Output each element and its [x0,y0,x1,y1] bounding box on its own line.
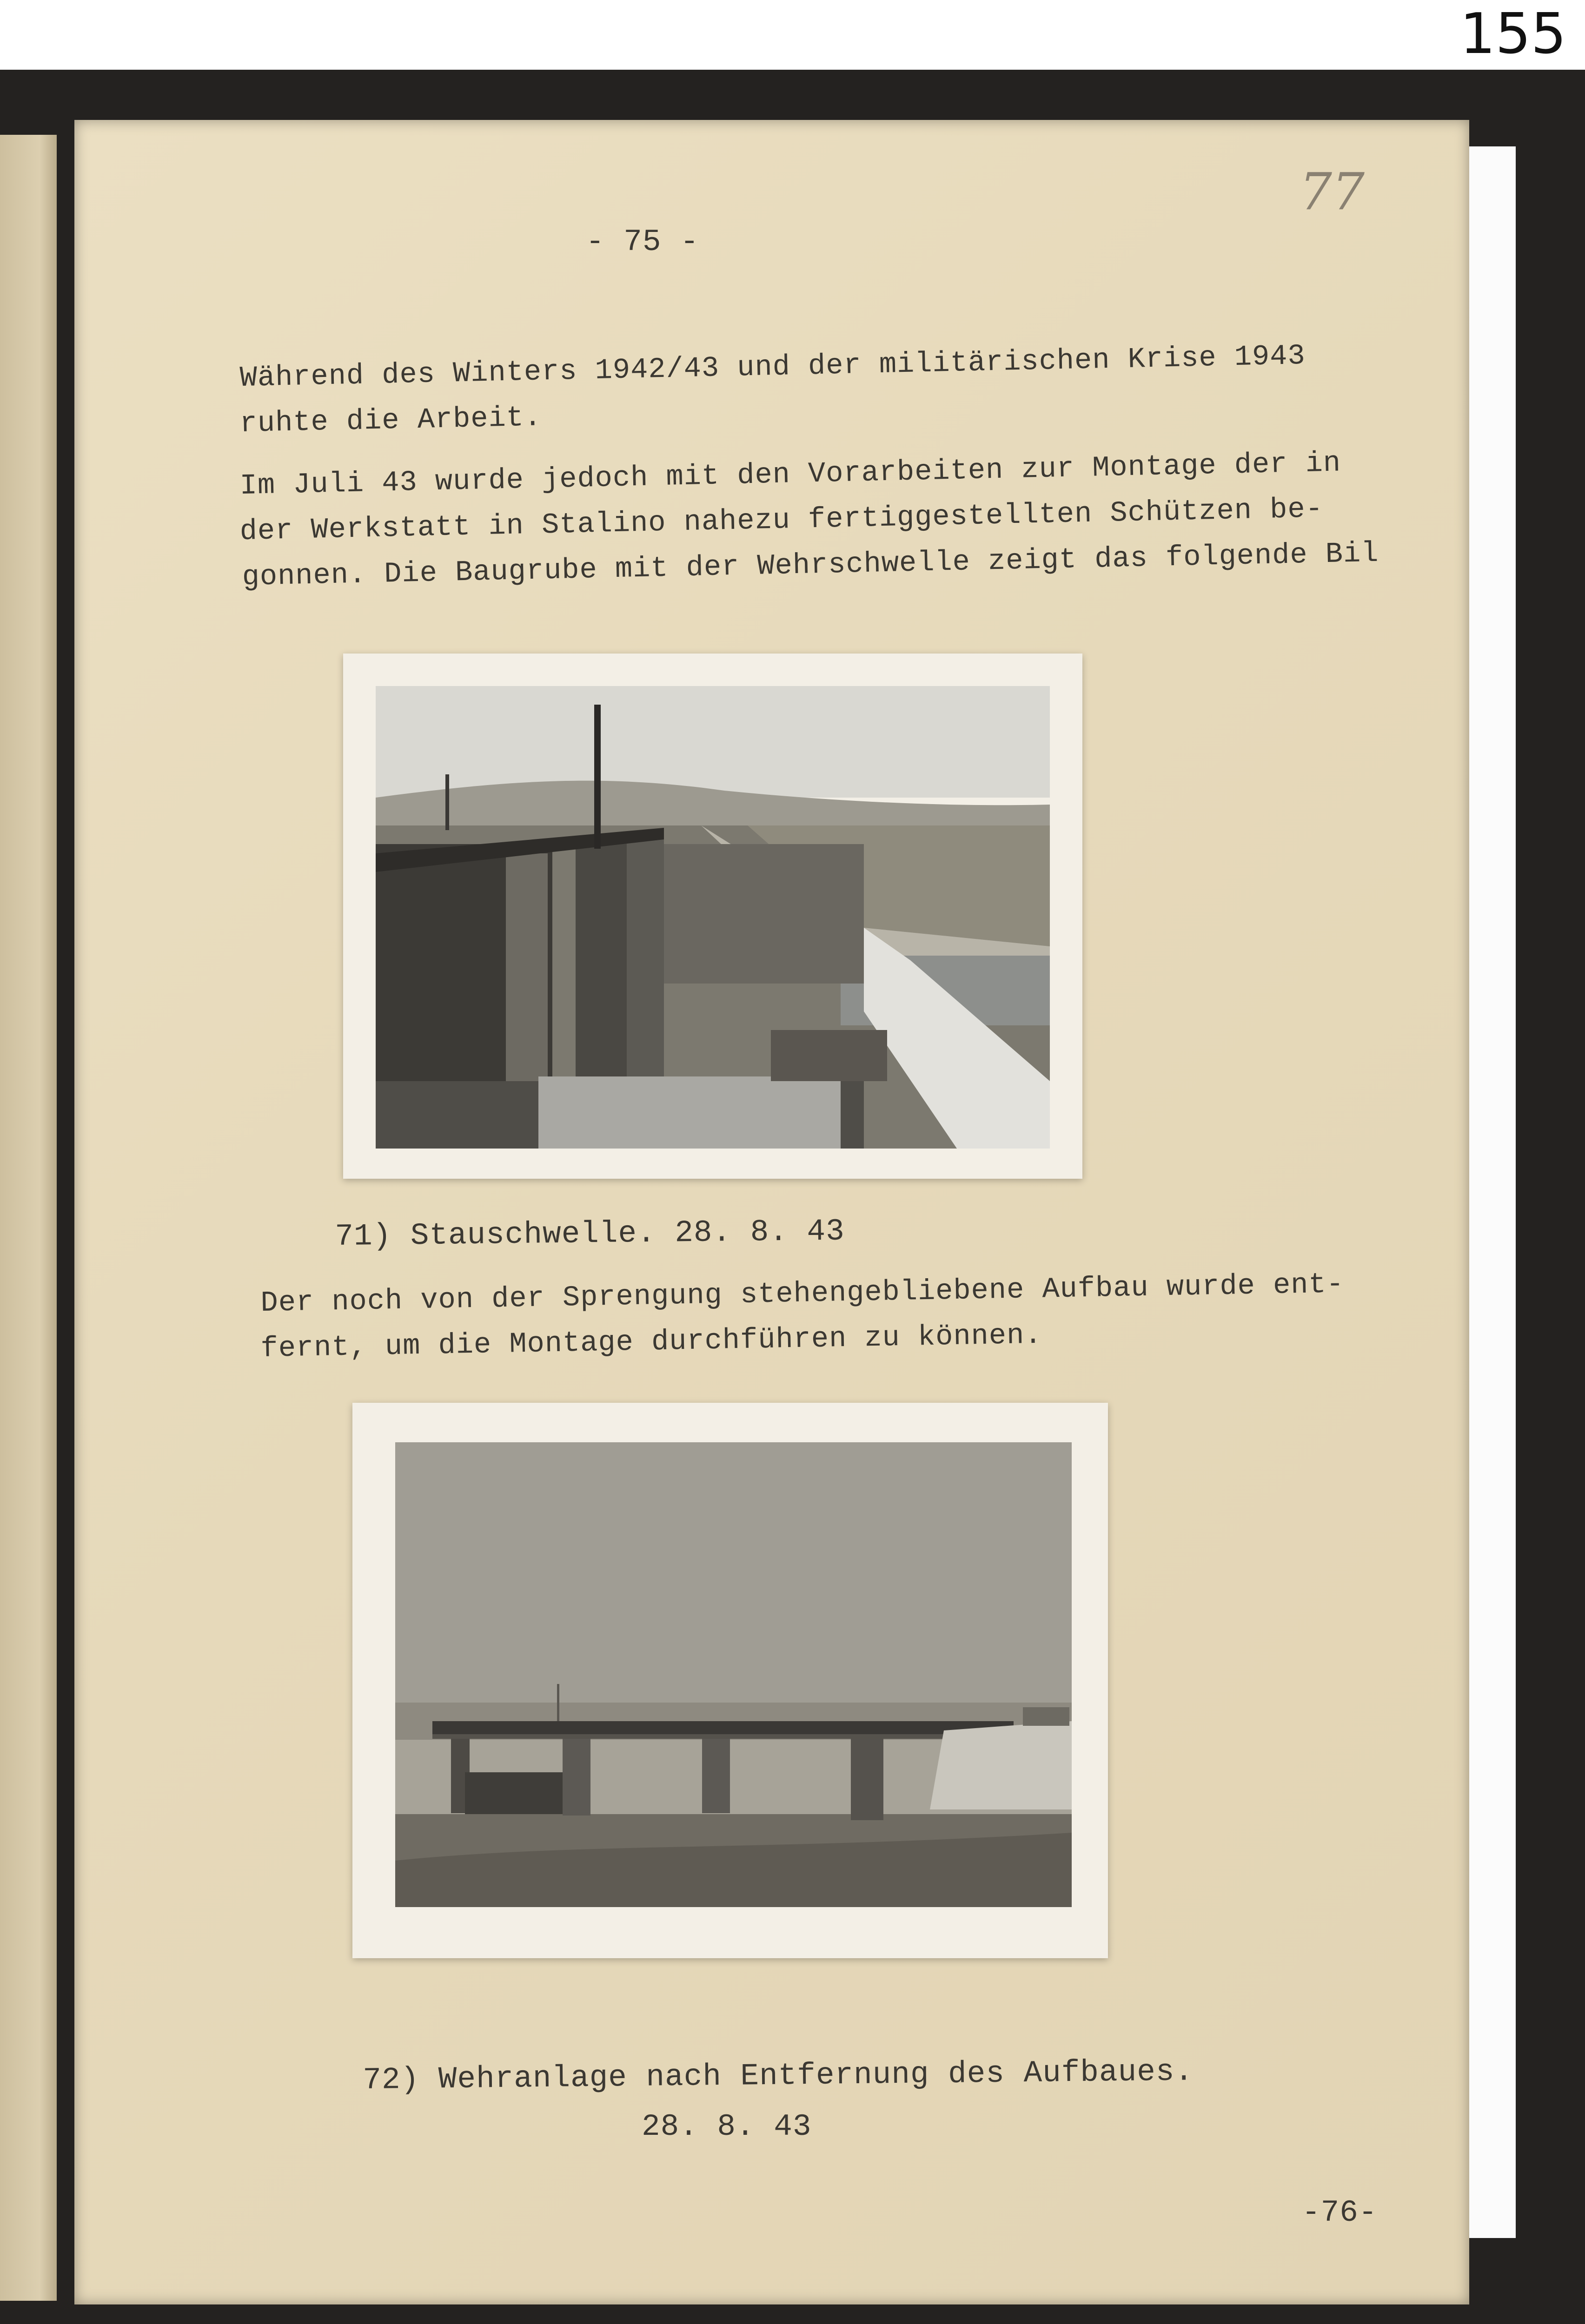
scan-number-bar [0,0,1585,70]
photo-caption-2-line2: 28. 8. 43 [642,2109,812,2144]
photo-stauschwelle [376,686,1050,1149]
scan-image-number: 155 [1459,2,1566,66]
photo-wehranlage-image [395,1442,1072,1907]
handwritten-page-number: 77 [1300,162,1365,221]
paragraph-line: Während des Winters 1942/43 und der militärischen Krise 1943 [239,339,1306,395]
photo-wehranlage [395,1442,1072,1907]
left-page-edge [0,135,57,2301]
paragraph-line: der Werkstatt in Stalino nahezu fertiggestellten Schützen be- [239,492,1324,548]
page-footer: -76- [1302,2195,1378,2230]
document-page [74,120,1469,2304]
paragraph-line: gonnen. Die Baugrube mit der Wehrschwelle zeigt das folgende Bil [242,536,1379,594]
paragraph-line: Im Juli 43 wurde jedoch mit den Vorarbeiten zur Montage der in [239,446,1341,502]
paragraph-line: ruhte die Arbeit. [239,401,542,440]
paragraph-line: fernt, um die Montage durchführen zu können. [260,1318,1043,1365]
photo-caption-2-line1: 72) Wehranlage nach Entfernung des Aufbaues. [363,2054,1194,2098]
page-header: - 75 - [586,224,699,259]
photo-mount-2 [352,1403,1108,1958]
photo-mount-1 [343,654,1082,1179]
paragraph-line: Der noch von der Sprengung stehengebliebene Aufbau wurde ent- [260,1268,1345,1320]
photo-stauschwelle-image [376,686,1050,1149]
photo-caption-1: 71) Stauschwelle. 28. 8. 43 [335,1214,845,1254]
